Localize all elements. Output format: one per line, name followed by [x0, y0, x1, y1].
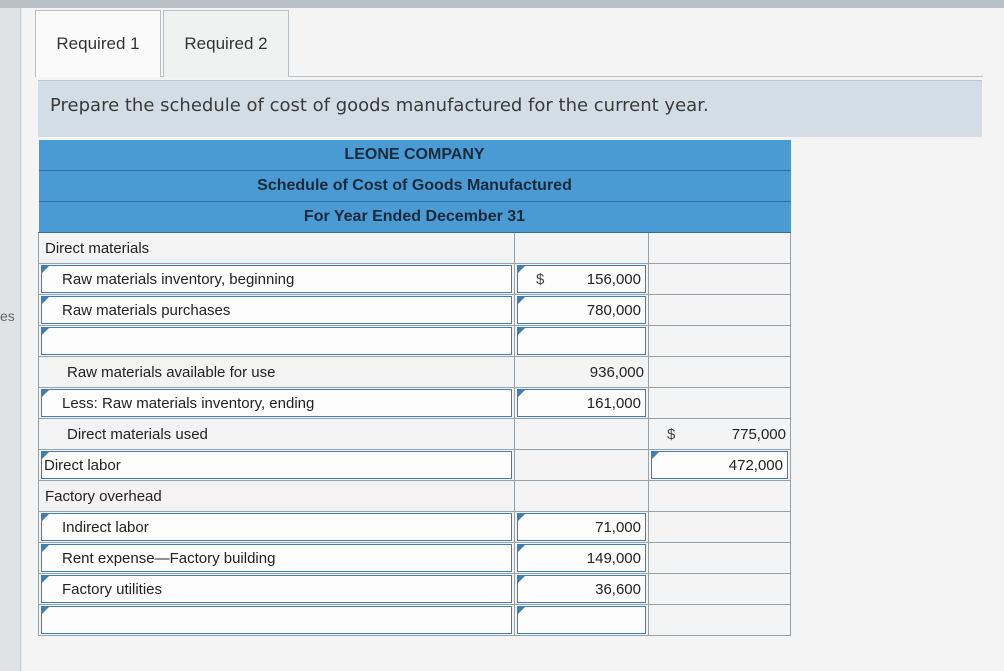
direct-labor-amount-field[interactable]: 472,000	[651, 451, 788, 479]
rm-available-value: 936,000	[589, 363, 644, 381]
tab-required-1[interactable]: Required 1	[35, 10, 161, 77]
empty-cell	[649, 543, 791, 574]
tab-required-2[interactable]: Required 2	[163, 10, 289, 77]
company-name: LEONE COMPANY	[39, 140, 791, 171]
empty-cell	[649, 233, 791, 264]
blank-overhead-label-field[interactable]	[41, 606, 512, 634]
table-row	[39, 450, 791, 481]
rm-purchases-label-field[interactable]: Raw materials purchases	[41, 296, 512, 324]
instruction-text: Prepare the schedule of cost of goods manufactured for the current year.	[50, 95, 709, 116]
empty-cell	[649, 481, 791, 512]
empty-cell	[649, 388, 791, 419]
factory-overhead-heading: Factory overhead	[39, 481, 515, 512]
table-row	[39, 295, 791, 326]
empty-cell	[515, 419, 649, 450]
utilities-amount-field[interactable]: 36,600	[517, 575, 646, 603]
table-row	[39, 233, 791, 264]
utilities-label-field[interactable]: Factory utilities	[41, 575, 512, 603]
blank-overhead-amount-field[interactable]	[517, 606, 646, 634]
empty-cell	[649, 326, 791, 357]
empty-cell	[649, 357, 791, 388]
table-row	[39, 357, 791, 388]
blank-label-field[interactable]	[41, 327, 512, 355]
indirect-labor-label-field[interactable]: Indirect labor	[41, 513, 512, 541]
dollar-sign: $	[667, 425, 676, 443]
empty-cell	[515, 481, 649, 512]
direct-labor-label-field[interactable]: Direct labor	[41, 451, 512, 479]
table-row	[39, 388, 791, 419]
empty-cell	[649, 512, 791, 543]
rm-ending-amount-field[interactable]: 161,000	[517, 389, 646, 417]
dm-used-value-cell: $ 775,000	[649, 419, 790, 449]
direct-materials-heading: Direct materials	[39, 233, 515, 264]
table-row	[39, 481, 791, 512]
table-row	[39, 264, 791, 295]
rm-ending-label-field[interactable]: Less: Raw materials inventory, ending	[41, 389, 512, 417]
table-row	[39, 605, 791, 636]
empty-cell	[515, 233, 649, 264]
empty-cell	[649, 605, 791, 636]
table-row	[39, 419, 791, 450]
empty-cell	[649, 295, 791, 326]
cogm-schedule	[38, 140, 791, 636]
blank-amount-field[interactable]	[517, 327, 646, 355]
left-pane	[0, 8, 21, 671]
rm-begin-amount-field[interactable]: $ 156,000	[517, 265, 646, 293]
table-row	[39, 574, 791, 605]
empty-cell	[515, 450, 649, 481]
schedule-title: Schedule of Cost of Goods Manufactured	[39, 171, 791, 202]
rent-label-field[interactable]: Rent expense—Factory building	[41, 544, 512, 572]
empty-cell	[649, 574, 791, 605]
table-row	[39, 543, 791, 574]
left-pane-fragment: es	[0, 308, 15, 324]
rm-begin-label-field[interactable]: Raw materials inventory, beginning	[41, 265, 512, 293]
indirect-labor-amount-field[interactable]: 71,000	[517, 513, 646, 541]
dollar-sign: $	[536, 270, 545, 288]
rm-purchases-amount-field[interactable]: 780,000	[517, 296, 646, 324]
top-strip	[0, 0, 1004, 8]
table-row	[39, 326, 791, 357]
schedule-period: For Year Ended December 31	[39, 202, 791, 233]
dm-used-label: Direct materials used	[39, 419, 515, 450]
table-row	[39, 512, 791, 543]
rent-amount-field[interactable]: 149,000	[517, 544, 646, 572]
instruction-bar	[38, 80, 982, 137]
tab-bar	[35, 10, 983, 77]
rm-available-label: Raw materials available for use	[39, 357, 515, 388]
empty-cell	[649, 264, 791, 295]
